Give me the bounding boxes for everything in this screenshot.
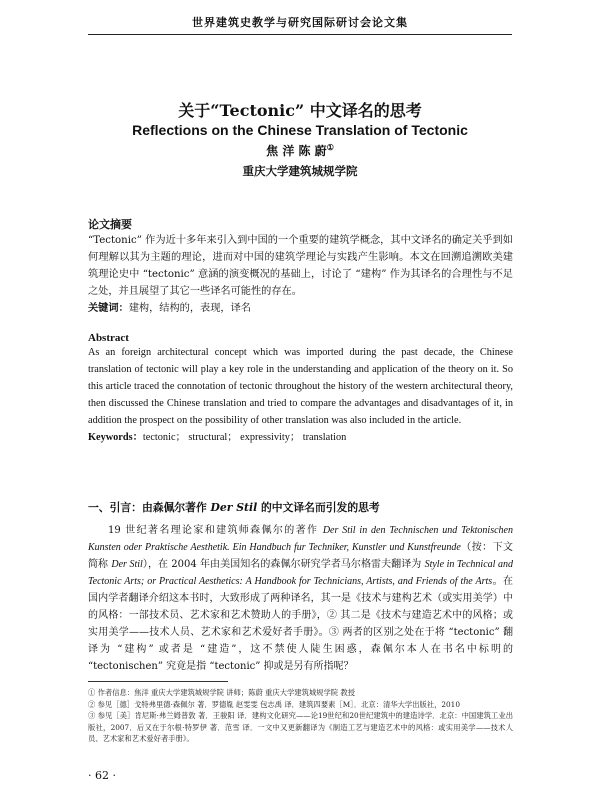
keywords-cn-value: 建构，结构的，表现，译名 xyxy=(128,303,251,314)
abstract-english xyxy=(88,332,513,446)
footnote-1: ① 作者信息：焦洋 重庆大学建筑城规学院 讲师；陈蔚 重庆大学建筑城规学院 教授 xyxy=(88,688,355,697)
p1-part-a: 19 世纪著名理论家和建筑师森佩尔的著作 xyxy=(108,525,323,536)
keywords-cn-label: 关键词： xyxy=(88,302,129,314)
abstract-cn-text: “Tectonic” 作为近十多年来引入到中国的一个重要的建筑学概念，其中文译名的确定关乎到如何理解以其为主题的理论，进而对中国的建筑学理论与实践产生影响。本文在回溯追溯欧美建筑理论史中 “tectonic” 意涵的演变概况的基础上，讨论了 “建构” 作为其译名的合理性与不足之处，并且展望了其它一些译名可能性的存在。 xyxy=(88,235,513,297)
keywords-en-label: Keywords： xyxy=(88,432,143,443)
section-1-paragraph xyxy=(88,522,513,675)
footnote-3: ③ 参见［美］肯尼斯·弗兰姆普敦 著．王骏阳 译．建构文化研究——论19世纪和20世纪建筑中的建造诗学．北京：中国建筑工业出版社，2007．后又在于尔根·特罗伊 著．范雪 译．一文中又更新翻译为《制造工艺与建造艺术中的风格：或实用美学——技术人员、艺术家和艺术爱好者手册》。 xyxy=(88,711,513,743)
title-english: Reflections on the Chinese Translation of Tectonic xyxy=(132,122,468,138)
section-1-title-prefix: 一、引言：由森佩尔著作 xyxy=(88,501,211,514)
abstract-en-text: As an foreign architectural concept which was imported during the past decade, the Chinese translation of tectonic will play a key role in the understanding and application of the theory on it. So this article traced the connotation of tectonic throughout the history of the western architectural theory, then discussed the Chinese translation and tried to compare the advantages and disadvantages of it, in addition the prospect on the possibility of other translation was also included in the article. xyxy=(88,347,513,426)
footnotes xyxy=(88,687,513,745)
author-names: 焦 洋 陈 蔚 xyxy=(266,144,327,158)
keywords-cn xyxy=(88,300,513,317)
keywords-en xyxy=(88,429,513,446)
running-header: 世界建筑史教学与研究国际研讨会论文集 xyxy=(192,16,408,29)
p1-part-c: ），在 2004 年由美国知名的森佩尔研究学者马尔格雷夫翻译为 xyxy=(142,559,425,570)
p1-part-b: （按：下文简称 xyxy=(88,542,513,570)
header-rule xyxy=(88,34,512,35)
title-chinese: 关于“Tectonic” 中文译名的思考 xyxy=(178,101,422,120)
p1-short-title: Der Stil xyxy=(111,559,143,570)
affiliation: 重庆大学建筑城规学院 xyxy=(242,164,358,178)
authors xyxy=(0,142,600,159)
section-1-title-suffix: 的中文译名而引发的思考 xyxy=(257,501,380,514)
abstract-cn-heading: 论文摘要 xyxy=(88,218,132,231)
p1-part-d: 。在国内学者翻译介绍这本书时，大致形成了两种译名，其一是《技术与建构艺术（或实用美学）中的风格：一部技术员、艺术家和艺术赞助人的手册》，② 其二是《技术与建造艺术中的风格；或实用美学——技术人员、艺术家和艺术爱好者手册》。③ 两者的区别之处在于将 “tectonic” 翻译为 “建构” 或者是 “建造”，这不禁使人陡生困惑，森佩尔本人在书名中标明的 “tectonischen” 究竟是指 “tectonic” 抑或是另有所指呢？ xyxy=(88,576,513,672)
footnote-2: ② 参见［德］戈特弗里德·森佩尔 著．罗德胤 赵雯雯 包志禹 译．建筑四要素［M］．北京：清华大学出版社，2010 xyxy=(88,699,460,709)
section-1 xyxy=(88,500,513,675)
abstract-en-heading: Abstract xyxy=(88,332,129,344)
abstract-chinese xyxy=(88,216,513,317)
footnote-rule xyxy=(88,681,228,682)
keywords-en-value: tectonic； structural； expressivity； translation xyxy=(142,432,347,443)
p1-english-title: Style in Technical and Tectonic Arts; or Practical Aesthetics: A Handbook for Technicians, Artists, and Friends of the Arts xyxy=(88,559,513,587)
section-1-title-book: Der Stil xyxy=(210,501,258,514)
page-number: · 62 · xyxy=(88,769,116,782)
section-1-title xyxy=(88,500,513,515)
author-footnote-mark: ① xyxy=(326,142,334,152)
p1-book-title: Der Stil in den Technischen und Tektonischen Kunsten oder Praktische Aesthetik. Ein Handbuch fur Techniker, Kunstler und Kunstfreunde xyxy=(88,525,513,553)
